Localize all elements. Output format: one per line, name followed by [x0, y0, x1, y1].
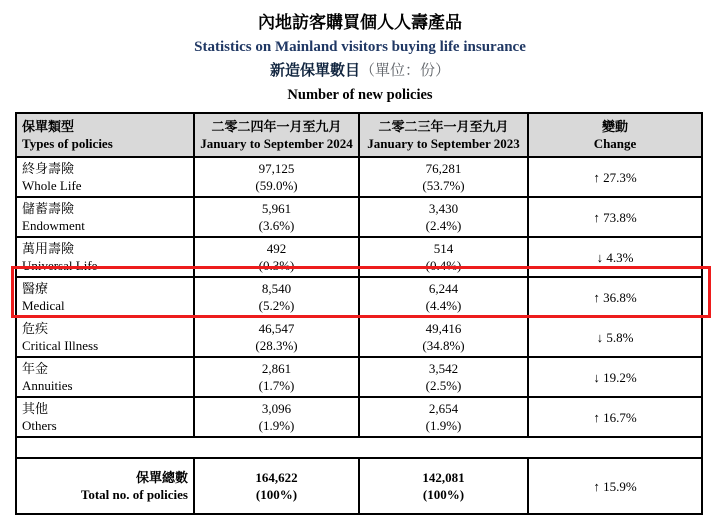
table-row-medical	[16, 277, 702, 317]
header-types-en: Types of policies	[22, 136, 113, 151]
cell-2023-value: 3,430 (2.4%)	[359, 197, 528, 237]
cell-2023-value: 6,244 (4.4%)	[359, 277, 528, 317]
cell-change: ↓ 19.2%	[528, 357, 702, 397]
cell-2024-value: 46,547 (28.3%)	[194, 317, 359, 357]
spacer-cell	[16, 437, 702, 458]
cell-total-label: 保單總數 Total no. of policies	[16, 458, 194, 514]
cell-2024-value: 8,540 (5.2%)	[194, 277, 359, 317]
cell-2024-value: 2,861 (1.7%)	[194, 357, 359, 397]
title-english: Statistics on Mainland visitors buying life insurance	[194, 39, 526, 55]
cell-2023-value: 76,281 (53.7%)	[359, 157, 528, 197]
cell-type: 萬用壽險 Universal Life	[16, 237, 194, 277]
cell-type: 其他 Others	[16, 397, 194, 437]
table-row-annuities	[16, 357, 702, 397]
cell-type: 醫療 Medical	[16, 277, 194, 317]
header-2024-zh: 二零二四年一月至九月	[211, 119, 342, 134]
subtitle-english: Number of new policies	[287, 87, 433, 103]
table-row-total	[16, 458, 702, 514]
cell-total-2023: 142,081 (100%)	[359, 458, 528, 514]
cell-2023-value: 2,654 (1.9%)	[359, 397, 528, 437]
cell-total-2024: 164,622 (100%)	[194, 458, 359, 514]
table-row-whole-life	[16, 157, 702, 197]
header-change	[528, 113, 702, 157]
cell-type: 終身壽險 Whole Life	[16, 157, 194, 197]
cell-2023-value: 49,416 (34.8%)	[359, 317, 528, 357]
cell-change: ↑ 27.3%	[528, 157, 702, 197]
cell-type: 年金 Annuities	[16, 357, 194, 397]
subtitle-unit: （單位：份）	[360, 63, 451, 79]
subtitle-chinese-bold: 新造保單數目	[269, 63, 360, 79]
table-row-others	[16, 397, 702, 437]
cell-change: ↑ 16.7%	[528, 397, 702, 437]
header-types-of-policies	[16, 113, 194, 157]
policies-table	[15, 112, 703, 515]
table-spacer-row	[16, 437, 702, 458]
cell-2023-value: 3,542 (2.5%)	[359, 357, 528, 397]
table-row-critical-illness	[16, 317, 702, 357]
header-change-en: Change	[593, 136, 637, 151]
cell-change: ↓ 5.8%	[528, 317, 702, 357]
header-2024-en: January to September 2024	[200, 136, 353, 151]
title-chinese: 內地訪客購買個人人壽產品	[258, 13, 462, 32]
cell-2024-value: 5,961 (3.6%)	[194, 197, 359, 237]
cell-type: 儲蓄壽險 Endowment	[16, 197, 194, 237]
cell-2023-value: 514 (0.4%)	[359, 237, 528, 277]
header-types-zh: 保單類型	[22, 119, 75, 134]
header-2023	[359, 113, 528, 157]
cell-change: ↑ 73.8%	[528, 197, 702, 237]
cell-type: 危疾 Critical Illness	[16, 317, 194, 357]
cell-change: ↓ 4.3%	[528, 237, 702, 277]
table-row-universal-life	[16, 237, 702, 277]
header-2024	[194, 113, 359, 157]
subtitle-chinese	[0, 59, 720, 84]
cell-2024-value: 3,096 (1.9%)	[194, 397, 359, 437]
header-2023-en: January to September 2023	[367, 136, 520, 151]
header-2023-zh: 二零二三年一月至九月	[378, 119, 509, 134]
header-change-zh: 變動	[601, 119, 628, 134]
cell-2024-value: 492 (0.3%)	[194, 237, 359, 277]
cell-2024-value: 97,125 (59.0%)	[194, 157, 359, 197]
table-header-row	[16, 113, 702, 157]
document-header	[0, 0, 720, 106]
cell-change: ↑ 36.8%	[528, 277, 702, 317]
cell-total-change: ↑ 15.9%	[528, 458, 702, 514]
table-row-endowment	[16, 197, 702, 237]
